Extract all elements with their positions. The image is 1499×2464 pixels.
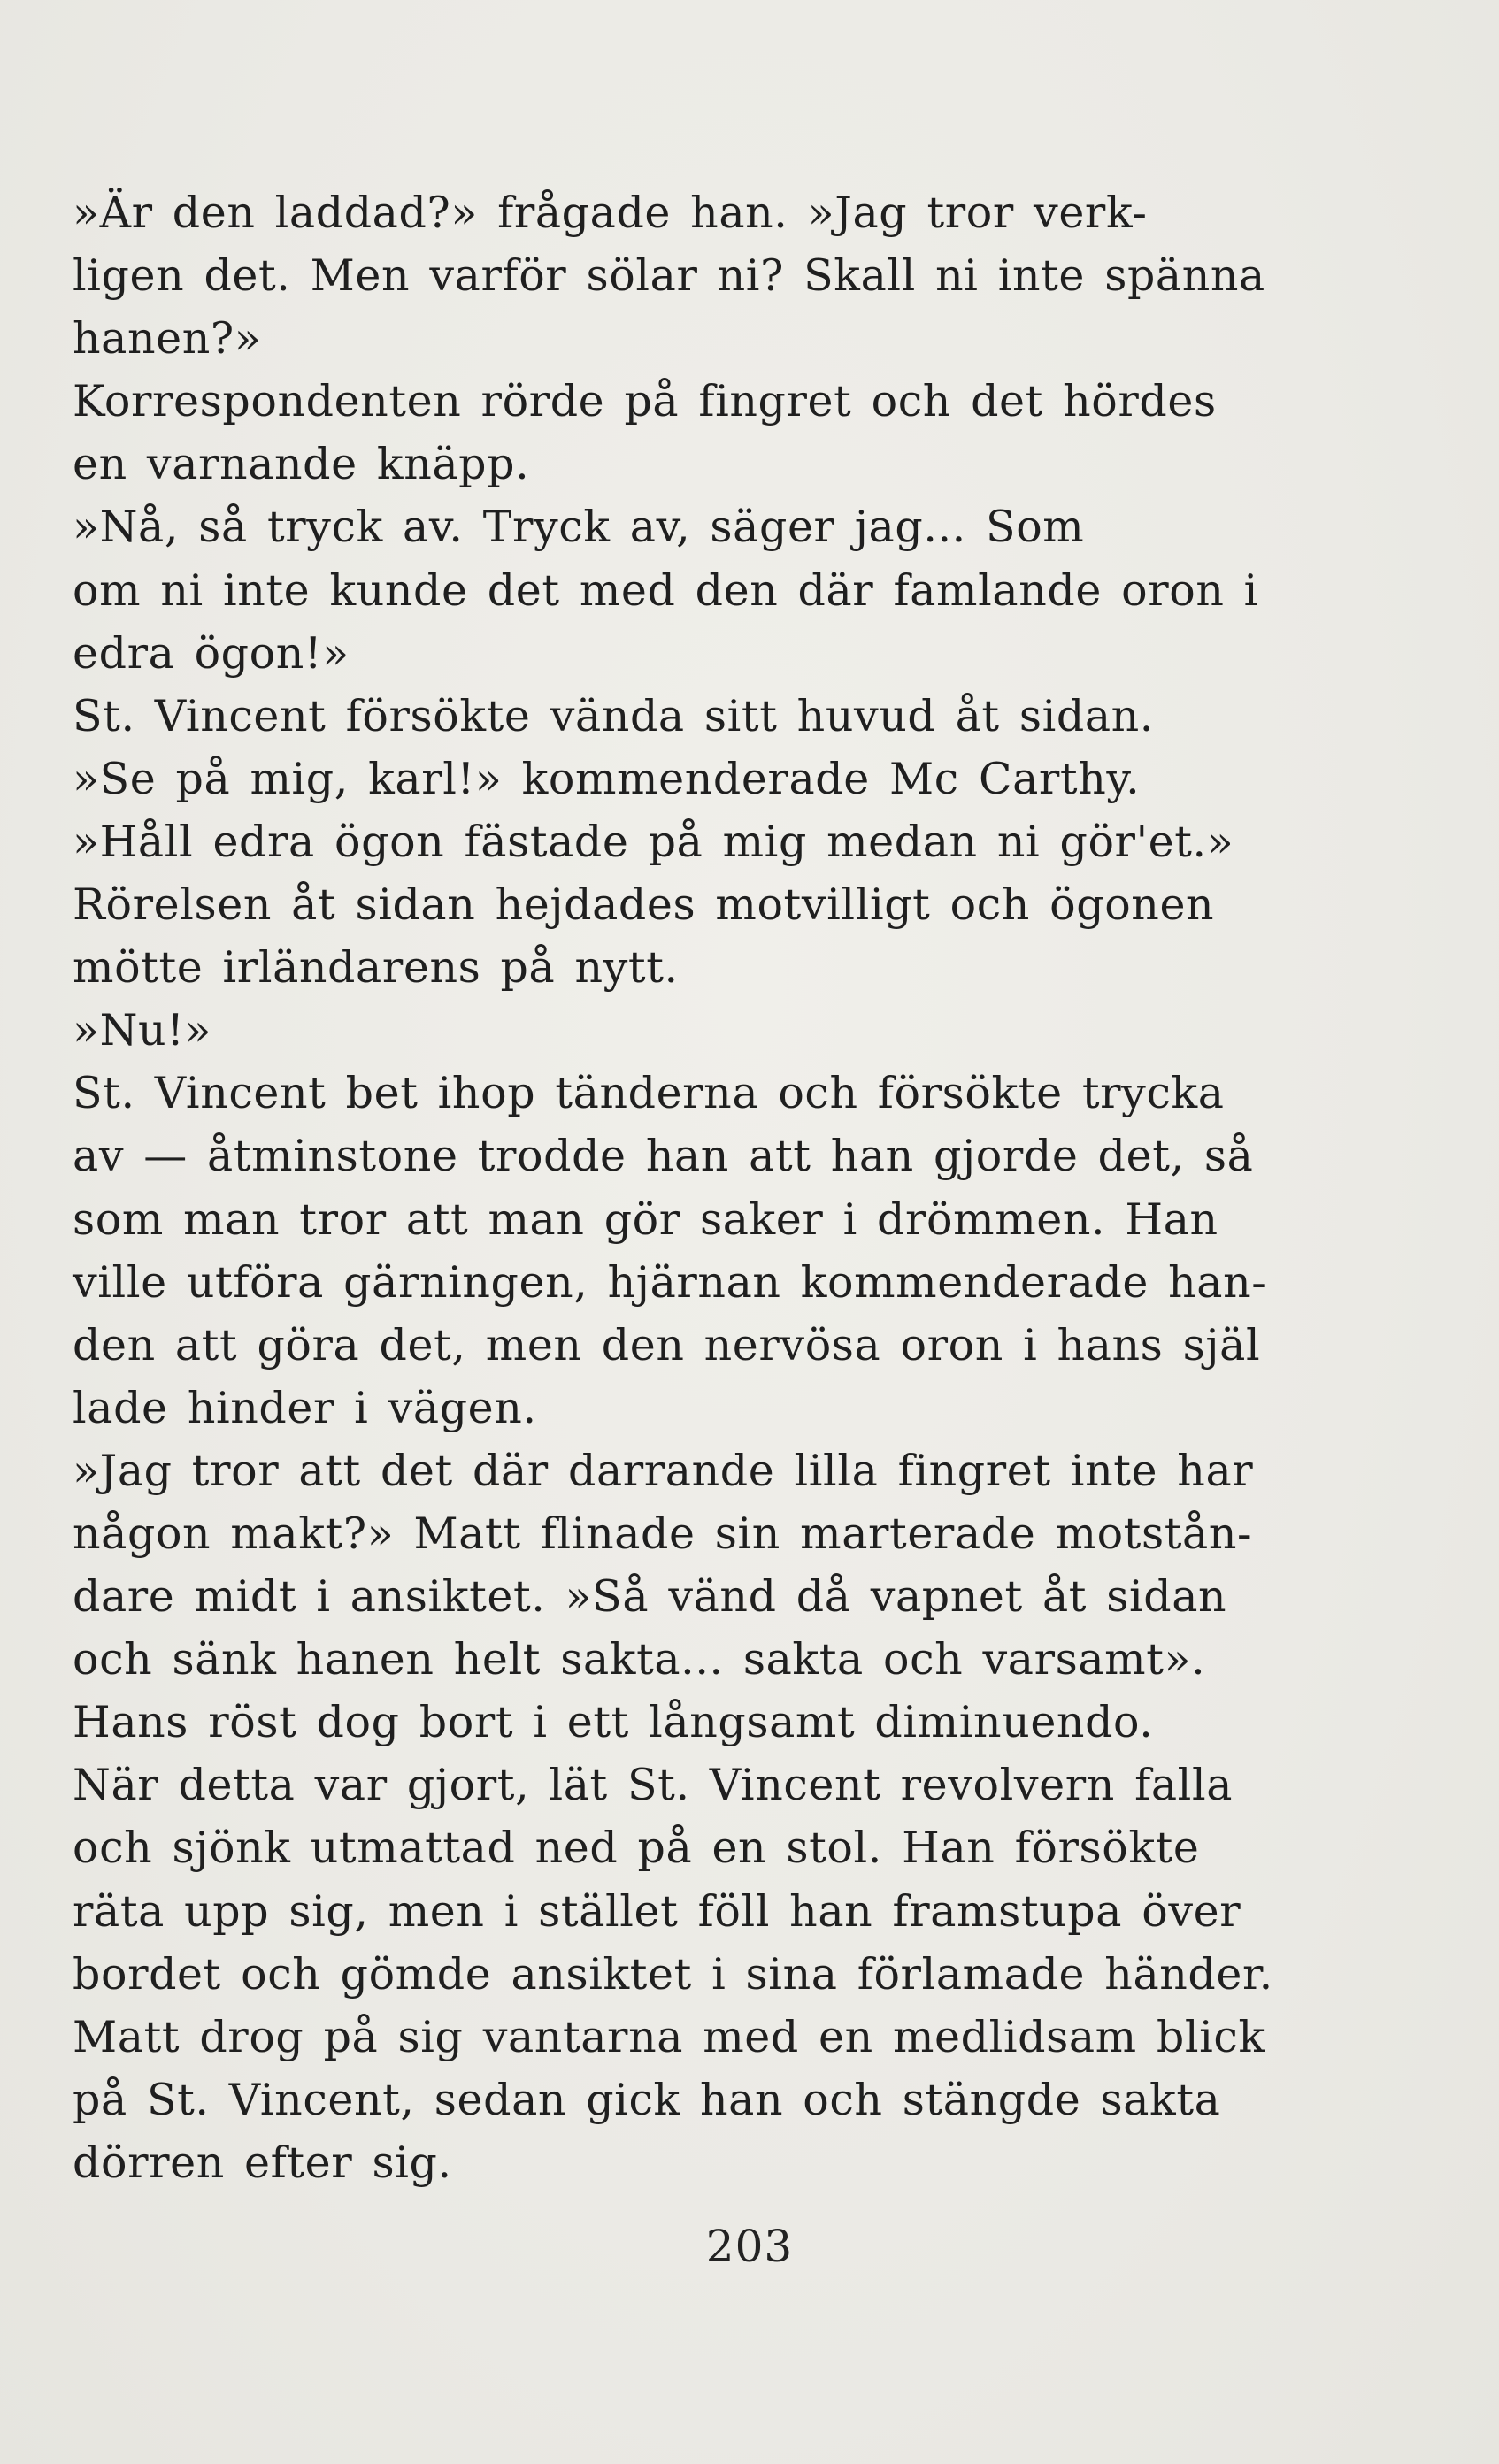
text-line-26: När detta var gjort, lät St. Vincent revolvern falla xyxy=(73,1760,1234,1811)
text-line-6: »Nå, så tryck av. Tryck av, säger jag... Som xyxy=(73,502,1085,553)
text-line-17: som man tror att man gör saker i drömmen. Han xyxy=(73,1194,1218,1245)
text-line-9: St. Vincent försökte vända sitt huvud åt sidan. xyxy=(73,690,1154,741)
text-line-25: Hans röst dog bort i ett långsamt diminuendo. xyxy=(73,1697,1154,1748)
text-line-23: dare midt i ansiktet. »Så vänd då vapnet åt sidan xyxy=(73,1571,1227,1623)
text-line-4: Korrespondenten rörde på fingret och det hördes xyxy=(73,376,1217,427)
text-line-19: den att göra det, men den nervösa oron i hans själ xyxy=(73,1319,1261,1370)
text-line-18: ville utföra gärningen, hjärnan kommenderade han- xyxy=(73,1256,1267,1308)
text-line-15: St. Vincent bet ihop tänderna och försökte trycka xyxy=(73,1068,1225,1119)
text-line-16: av — åtminstone trodde han att han gjorde det, så xyxy=(73,1131,1254,1182)
body-text xyxy=(73,181,1320,2194)
text-line-14: »Nu!» xyxy=(73,1005,212,1056)
text-line-24: och sänk hanen helt sakta... sakta och varsamt». xyxy=(73,1634,1206,1685)
text-line-21: »Jag tror att det där darrande lilla fingret inte har xyxy=(73,1445,1254,1496)
text-line-29: bordet och gömde ansiktet i sina förlamade händer. xyxy=(73,1948,1273,2000)
text-line-12: Rörelsen åt sidan hejdades motvilligt och ögonen xyxy=(73,879,1215,931)
text-line-7: om ni inte kunde det med den där famlande oron i xyxy=(73,564,1258,616)
text-line-22: någon makt?» Matt flinade sin marterade motstån- xyxy=(73,1508,1253,1559)
page-number: 203 xyxy=(705,2221,794,2272)
text-line-30: Matt drog på sig vantarna med en medlidsam blick xyxy=(73,2011,1265,2062)
text-line-3: hanen?» xyxy=(73,313,262,365)
text-line-8: edra ögon!» xyxy=(73,627,350,679)
text-line-2: ligen det. Men varför sölar ni? Skall ni inte spänna xyxy=(73,250,1265,302)
text-line-27: och sjönk utmattad ned på en stol. Han försökte xyxy=(73,1823,1200,1874)
text-line-5: en varnande knäpp. xyxy=(73,439,530,490)
text-line-11: »Håll edra ögon fästade på mig medan ni gör'et.» xyxy=(73,816,1234,867)
text-line-10: »Se på mig, karl!» kommenderade Mc Carthy. xyxy=(73,753,1141,804)
text-line-20: lade hinder i vägen. xyxy=(73,1382,537,1433)
text-line-1: »Är den laddad?» frågade han. »Jag tror verk- xyxy=(73,188,1148,238)
text-line-32: dörren efter sig. xyxy=(73,2137,452,2188)
text-line-31: på St. Vincent, sedan gick han och stängde sakta xyxy=(73,2074,1221,2125)
text-line-28: räta upp sig, men i stället föll han framstupa över xyxy=(73,1885,1241,1937)
text-line-13: mötte irländarens på nytt. xyxy=(73,942,679,994)
